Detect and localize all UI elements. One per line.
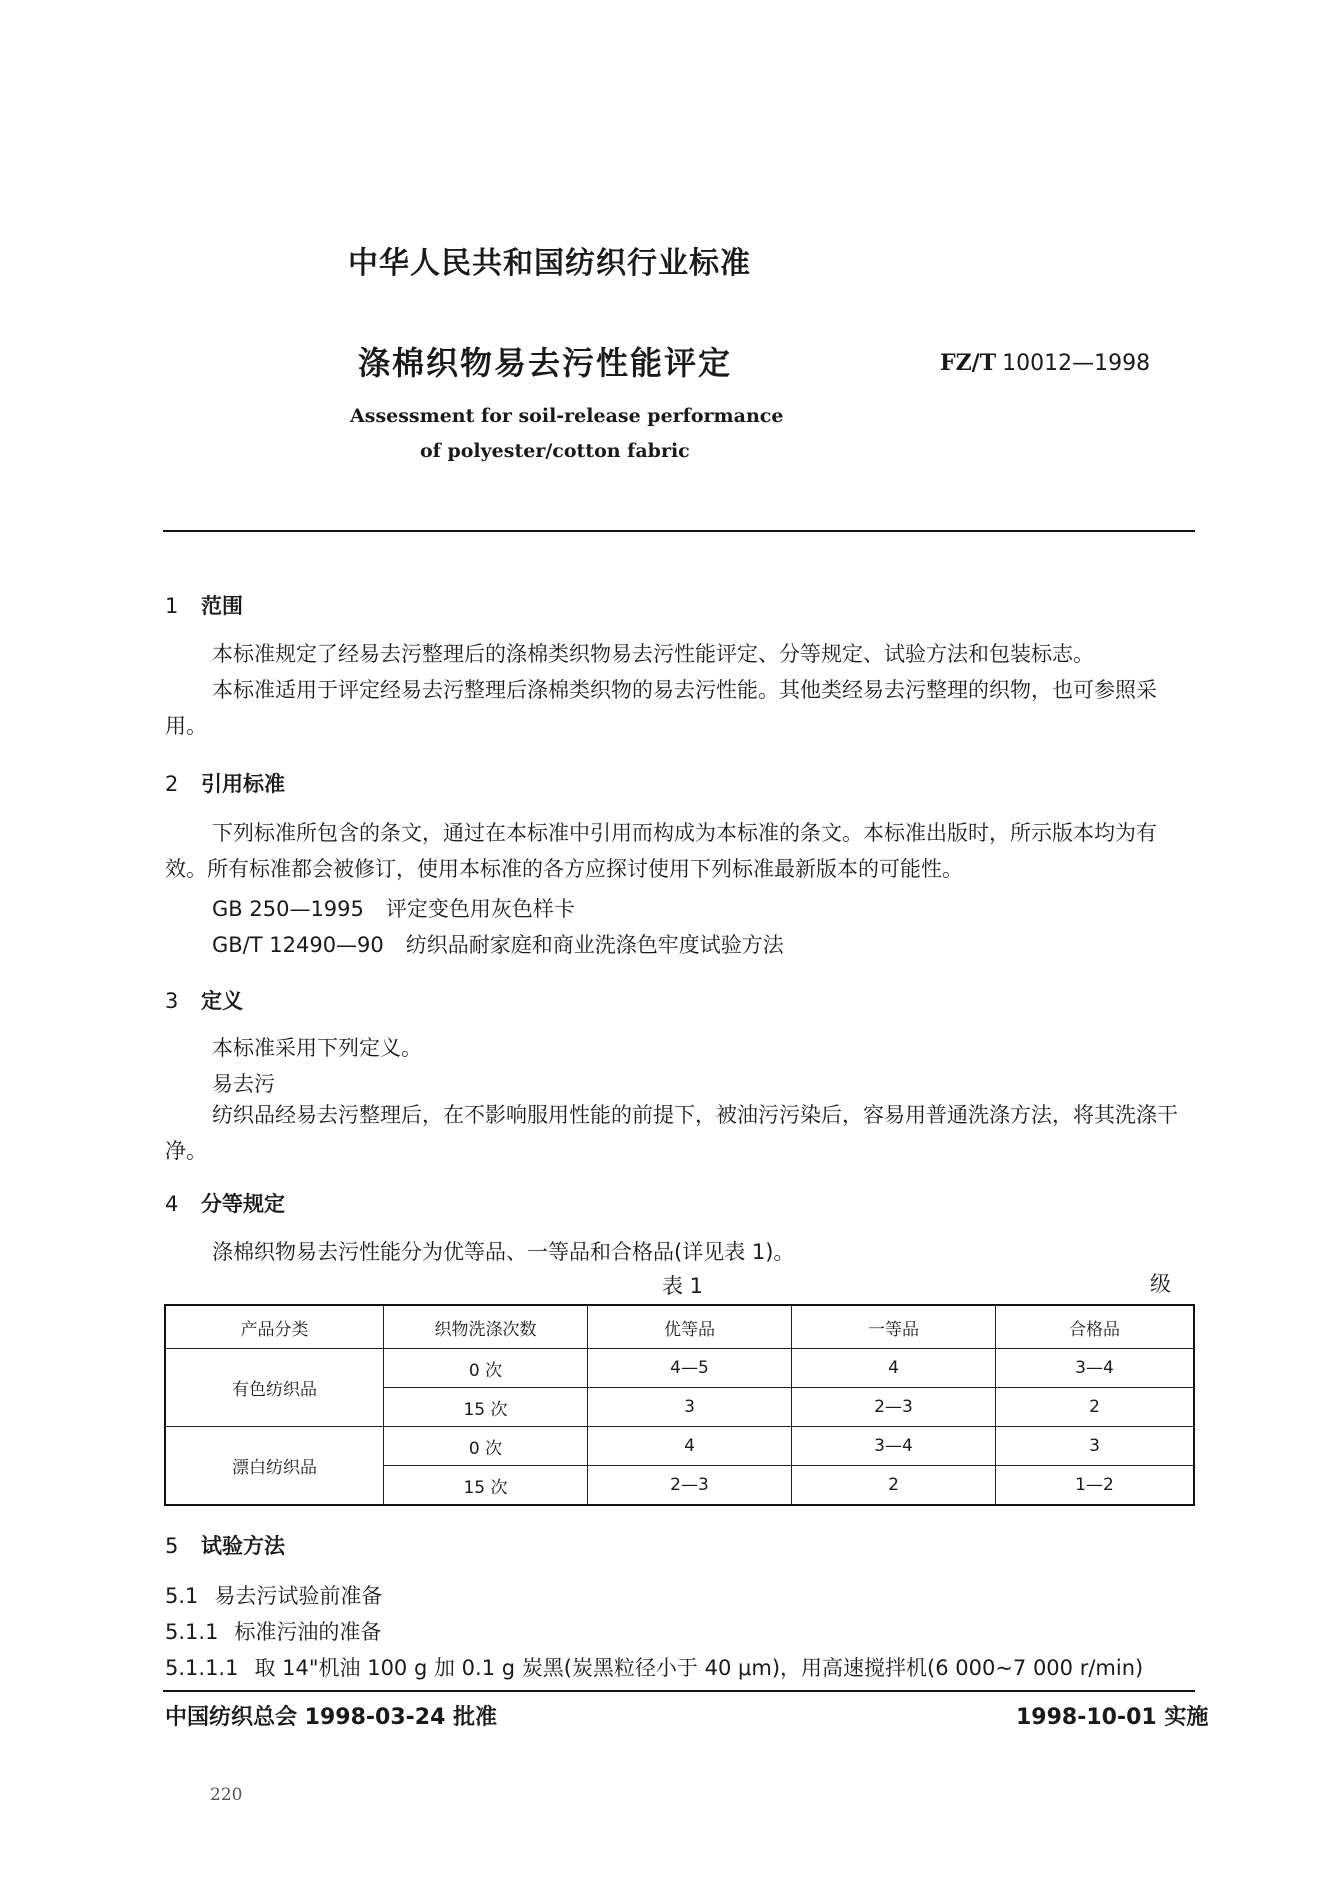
table-cell: 15 次: [384, 1388, 588, 1427]
reference-1-name: 评定变色用灰色样卡: [385, 897, 575, 921]
section-4-heading: [165, 1188, 285, 1218]
subsection-5-1-1-title: 标准污油的准备: [234, 1620, 382, 1644]
table-row: [165, 1349, 1194, 1388]
section-2-number: 2: [165, 772, 179, 796]
table-category-cell: 有色纺织品: [165, 1349, 384, 1427]
table-cell: 4—5: [588, 1349, 792, 1388]
section-2-title: 引用标准: [201, 772, 285, 796]
section-4-number: 4: [165, 1192, 179, 1216]
section-2-para-1: 下列标准所包含的条文，通过在本标准中引用而构成为本标准的条文。本标准出版时，所示版本均为有效。所有标准都会被修订，使用本标准的各方应探讨使用下列标准最新版本的可能性。: [165, 821, 1157, 881]
section-1-para-2: 本标准适用于评定经易去污整理后涤棉类织物的易去污性能。其他类经易去污整理的织物，也可参照采用。: [165, 678, 1157, 738]
english-title-line1: Assessment for soil-release performance: [350, 405, 784, 427]
table-header-row: [165, 1305, 1194, 1349]
subsection-5-1-1: [165, 1616, 381, 1646]
industry-standard-heading: 中华人民共和国纺织行业标准: [348, 246, 751, 281]
table-cell: 2: [792, 1466, 996, 1506]
subsection-5-1-1-1: [165, 1652, 1143, 1682]
table-header-cell: 合格品: [996, 1305, 1195, 1349]
english-title-line2: of polyester/cotton fabric: [420, 440, 690, 462]
section-1-heading: [165, 590, 243, 620]
table-cell: 1—2: [996, 1466, 1195, 1506]
table-cell: 4: [792, 1349, 996, 1388]
subsection-5-1-1-1-text: 取 14"机油 100 g 加 0.1 g 炭黑(炭黑粒径小于 40 μm)，用高速搅拌机(6 000~7 000 r/min): [254, 1656, 1144, 1680]
section-4-para-1: 涤棉织物易去污性能分为优等品、一等品和合格品(详见表 1)。: [212, 1240, 795, 1264]
implementation-date: 1998-10-01 实施: [1016, 1705, 1209, 1730]
table-cell: 3—4: [792, 1427, 996, 1466]
table-cell: 2: [996, 1388, 1195, 1427]
document-title: 涤棉织物易去污性能评定: [358, 344, 733, 382]
table-category-cell: 漂白纺织品: [165, 1427, 384, 1506]
subsection-5-1-number: 5.1: [165, 1584, 199, 1608]
section-3-title: 定义: [201, 989, 243, 1013]
table-cell: 4: [588, 1427, 792, 1466]
reference-2: [212, 929, 784, 959]
section-3-heading: [165, 985, 243, 1015]
standard-number: [940, 350, 1150, 376]
footer-rule: [163, 1690, 1195, 1692]
table-header-cell: 优等品: [588, 1305, 792, 1349]
table-caption: 表 1: [662, 1274, 704, 1298]
table-header-cell: 产品分类: [165, 1305, 384, 1349]
section-5-number: 5: [165, 1534, 179, 1558]
reference-1-code: GB 250—1995: [212, 897, 364, 921]
section-3-number: 3: [165, 989, 179, 1013]
standard-code: 10012—1998: [1002, 351, 1151, 376]
section-3-para-1: 本标准采用下列定义。: [212, 1036, 422, 1060]
table-unit: 级: [1150, 1272, 1171, 1296]
standard-prefix: FZ/T: [940, 350, 997, 376]
subsection-5-1: [165, 1580, 382, 1610]
table-cell: 2—3: [792, 1388, 996, 1427]
table-cell: 3—4: [996, 1349, 1195, 1388]
term-definition: 纺织品经易去污整理后，在不影响服用性能的前提下，被油污污染后，容易用普通洗涤方法，将其洗涤干净。: [165, 1103, 1178, 1163]
reference-2-code: GB/T 12490—90: [212, 933, 384, 957]
section-1-title: 范围: [201, 594, 243, 618]
subsection-5-1-1-1-number: 5.1.1.1: [165, 1656, 239, 1680]
table-cell: 3: [588, 1388, 792, 1427]
reference-1: [212, 893, 575, 923]
table-cell: 0 次: [384, 1349, 588, 1388]
table-header-cell: 织物洗涤次数: [384, 1305, 588, 1349]
subsection-5-1-1-number: 5.1.1: [165, 1620, 219, 1644]
table-cell: 3: [996, 1427, 1195, 1466]
subsection-5-1-title: 易去污试验前准备: [214, 1584, 383, 1608]
section-5-title: 试验方法: [201, 1534, 285, 1558]
section-1-number: 1: [165, 594, 179, 618]
approval-line: 中国纺织总会 1998-03-24 批准: [165, 1705, 498, 1730]
page-number: 220: [210, 1785, 243, 1805]
table-cell: 2—3: [588, 1466, 792, 1506]
grade-table: [164, 1304, 1195, 1506]
section-1-para-1: 本标准规定了经易去污整理后的涤棉类织物易去污性能评定、分等规定、试验方法和包装标志。: [212, 642, 1094, 666]
section-2-heading: [165, 768, 285, 798]
section-5-heading: [165, 1530, 285, 1560]
table-header-cell: 一等品: [792, 1305, 996, 1349]
table-row: [165, 1427, 1194, 1466]
table-cell: 0 次: [384, 1427, 588, 1466]
section-4-title: 分等规定: [201, 1192, 285, 1216]
reference-2-name: 纺织品耐家庭和商业洗涤色牢度试验方法: [405, 933, 784, 957]
term-name: 易去污: [212, 1072, 275, 1096]
header-rule: [163, 530, 1195, 532]
table-cell: 15 次: [384, 1466, 588, 1506]
